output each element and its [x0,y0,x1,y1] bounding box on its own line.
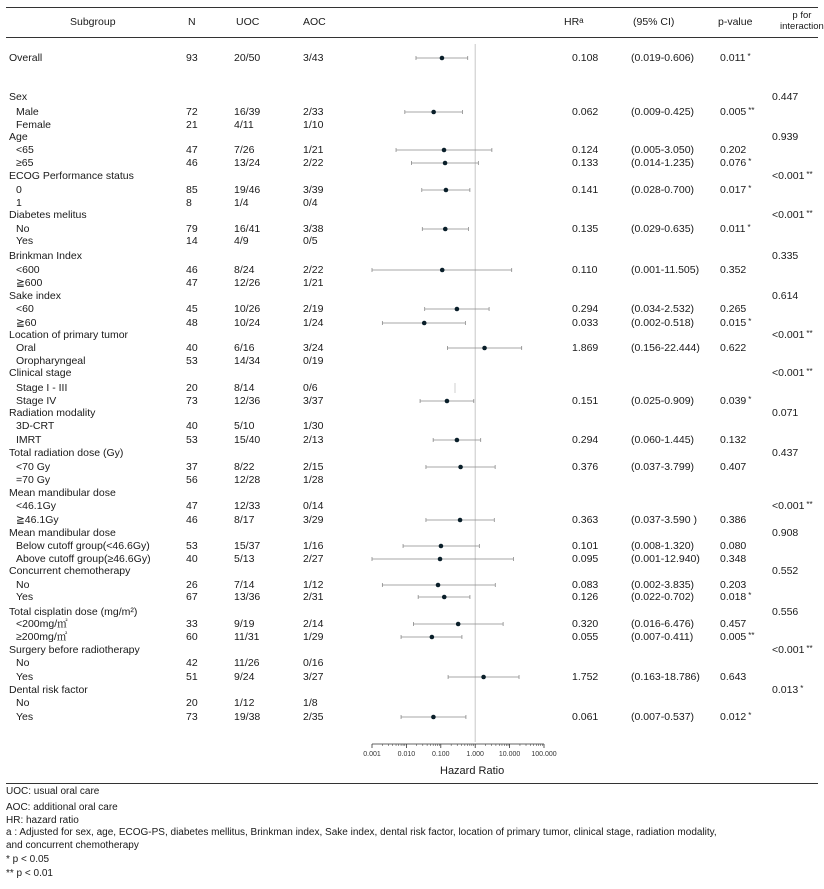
p-interaction-number: 0.552 [772,565,799,577]
aoc-value: 2/33 [303,106,324,118]
group-label: Total cisplatin dose (mg/m²) [9,606,138,618]
aoc-value: 3/38 [303,223,324,235]
n-value: 51 [186,671,198,683]
n-value: 45 [186,303,198,315]
n-value: 72 [186,106,198,118]
hr-point [458,518,463,523]
subgroup-label: <600 [16,264,40,276]
footnote-line: HR: hazard ratio [6,815,79,826]
aoc-value: 1/30 [303,420,324,432]
n-value: 47 [186,500,198,512]
p-value-number: 0.386 [720,514,747,526]
significance-mark: * [748,711,752,720]
ci-value: (0.022-0.702) [631,591,695,603]
uoc-value: 19/38 [234,711,261,723]
aoc-value: 2/13 [303,434,324,446]
header-uoc: UOC [236,16,260,28]
uoc-value: 8/17 [234,514,255,526]
group-label: Concurrent chemotherapy [9,565,131,577]
hr-value: 0.126 [572,591,599,603]
ci-value: (0.019-0.606) [631,52,695,64]
hr-point [445,399,450,404]
subgroup-label: <46.1Gy [16,500,56,512]
aoc-value: 0/19 [303,355,324,367]
hr-value: 0.061 [572,711,599,723]
n-value: 20 [186,697,198,709]
uoc-value: 1/4 [234,197,249,209]
subgroup-label: ≥200mg/㎡ [16,631,68,643]
aoc-value: 3/37 [303,395,324,407]
hr-point [438,557,443,562]
p-value-number: 0.203 [720,579,747,591]
ci-value: (0.163-18.786) [631,671,700,683]
uoc-value: 8/24 [234,264,255,276]
p-value-number: 0.352 [720,264,747,276]
group-label: Mean mandibular dose [9,527,116,539]
hr-value: 0.294 [572,303,599,315]
uoc-value: 10/24 [234,317,261,329]
p-value-number: 0.011 [720,223,746,235]
hr-value: 0.110 [572,264,598,276]
aoc-value: 2/31 [303,591,324,603]
significance-mark: * [747,223,751,232]
group-label: ECOG Performance status [9,170,134,182]
aoc-value: 1/21 [303,144,324,156]
significance-mark: * [748,184,752,193]
aoc-value: 0/5 [303,235,318,247]
uoc-value: 11/26 [234,657,260,669]
group-label: Mean mandibular dose [9,487,116,499]
uoc-value: 15/37 [234,540,261,552]
footnote-line: and concurrent chemotherapy [6,840,139,851]
uoc-value: 7/26 [234,144,255,156]
hr-point [455,438,460,443]
uoc-value: 15/40 [234,434,261,446]
group-label: Surgery before radiotherapy [9,644,140,656]
aoc-value: 3/43 [303,52,324,64]
group-label: Overall [9,52,43,64]
subgroup-label: Yes [16,591,34,603]
subgroup-label: ≥65 [16,157,34,169]
hr-point [481,675,486,680]
hr-point [443,227,448,232]
subgroup-label: <70 Gy [16,461,51,473]
ci-value: (0.002-3.835) [631,579,695,591]
p-value-number: 0.457 [720,618,747,630]
group-label: Brinkman Index [9,250,82,262]
subgroup-label: Male [16,106,39,118]
uoc-value: 10/26 [234,303,261,315]
subgroup-label: No [16,657,30,669]
ci-value: (0.156-22.444) [631,342,700,354]
group-label: Sex [9,91,28,103]
uoc-value: 13/24 [234,157,261,169]
n-value: 73 [186,711,198,723]
p-interaction-number: <0.001 [772,209,805,221]
n-value: 42 [186,657,198,669]
ci-value: (0.008-1.320) [631,540,695,552]
header-hr-label: HR [564,16,580,28]
hr-point [431,110,436,115]
ci-value: (0.002-0.518) [631,317,695,329]
x-tick-label: 10.000 [498,751,521,758]
uoc-value: 19/46 [234,184,261,196]
subgroup-label: <200mg/㎡ [16,618,68,630]
p-interaction-number: <0.001 [772,500,805,512]
aoc-value: 1/8 [303,697,318,709]
subgroup-label: ≧46.1Gy [16,514,59,526]
n-value: 21 [186,119,198,131]
aoc-value: 1/29 [303,631,324,643]
significance-mark: ** [806,209,813,218]
ci-value: (0.001-12.940) [631,553,700,565]
x-tick-label: 100.000 [531,751,557,758]
uoc-value: 20/50 [234,52,261,64]
significance-mark: * [748,395,752,404]
n-value: 85 [186,184,198,196]
significance-mark: ** [806,329,813,338]
ci-value: (0.014-1.235) [631,157,695,169]
subgroup-label: Yes [16,235,34,247]
significance-mark: * [800,684,804,693]
uoc-value: 12/36 [234,395,261,407]
p-interaction-number: 0.939 [772,131,799,143]
ci-value: (0.007-0.411) [631,631,694,643]
hr-value: 0.062 [572,106,599,118]
significance-mark: ** [806,644,813,653]
n-value: 93 [186,52,198,64]
header-aoc: AOC [303,16,326,28]
subgroup-label: ≧600 [16,277,43,289]
aoc-value: 3/27 [303,671,324,683]
subgroup-label: Oropharyngeal [16,355,86,367]
uoc-value: 6/16 [234,342,255,354]
ci-value: (0.037-3.799) [631,461,695,473]
aoc-value: 2/19 [303,303,324,315]
n-value: 53 [186,355,198,367]
group-label: Dental risk factor [9,684,88,696]
n-value: 33 [186,618,198,630]
p-value-number: 0.348 [720,553,747,565]
aoc-value: 0/6 [303,382,318,394]
subgroup-label: <60 [16,303,34,315]
aoc-value: 0/16 [303,657,324,669]
p-interaction-number: 0.335 [772,250,799,262]
subgroup-label: Above cutoff group(≥46.6Gy) [16,553,151,565]
group-label: Clinical stage [9,367,72,379]
p-value-number: 0.011 [720,52,746,64]
aoc-value: 1/28 [303,474,324,486]
subgroup-label: 0 [16,184,22,196]
aoc-value: 1/10 [303,119,324,131]
footnote-line: * p < 0.05 [6,854,50,865]
uoc-value: 1/12 [234,697,255,709]
group-label: Total radiation dose (Gy) [9,447,124,459]
p-interaction-number: 0.908 [772,527,799,539]
uoc-value: 9/24 [234,671,255,683]
uoc-value: 5/10 [234,420,255,432]
p-interaction-number: <0.001 [772,329,805,341]
p-interaction-number: <0.001 [772,644,805,656]
ci-value: (0.028-0.700) [631,184,695,196]
x-tick-label: 1.000 [466,751,484,758]
hr-value: 0.055 [572,631,599,643]
uoc-value: 5/13 [234,553,255,565]
hr-point [431,715,436,720]
p-interaction-number: 0.437 [772,447,799,459]
hr-value: 0.133 [572,157,599,169]
p-value-number: 0.407 [720,461,747,473]
significance-mark: ** [748,106,755,115]
footnote-line: AOC: additional oral care [6,802,118,813]
footnote-line: UOC: usual oral care [6,786,100,797]
hr-value: 0.033 [572,317,599,329]
uoc-value: 8/22 [234,461,255,473]
subgroup-label: <65 [16,144,34,156]
n-value: 46 [186,157,198,169]
subgroup-label: =70 Gy [16,474,51,486]
header-p-interaction-line1: p for [792,10,812,21]
hr-value: 0.101 [572,540,599,552]
footnote-line: a : Adjusted for sex, age, ECOG-PS, diabetes mellitus, Brinkman index, Sake index, dental risk factor, location of primary tumor, clinical stage, radiation modality, [6,827,717,838]
subgroup-label: Female [16,119,52,131]
uoc-value: 4/11 [234,119,254,131]
n-value: 20 [186,382,198,394]
ci-value: (0.005-3.050) [631,144,695,156]
n-value: 40 [186,553,198,565]
n-value: 40 [186,342,198,354]
ci-value: (0.016-6.476) [631,618,695,630]
hr-value: 0.124 [572,144,599,156]
p-value-number: 0.132 [720,434,747,446]
hr-point [430,635,435,640]
hr-value: 0.135 [572,223,599,235]
subgroup-label: Stage I - III [16,382,68,394]
n-value: 37 [186,461,198,473]
aoc-value: 1/21 [303,277,324,289]
significance-mark: ** [806,500,813,509]
ci-value: (0.060-1.445) [631,434,695,446]
header-p-interaction-line2: interaction [780,20,824,32]
p-interaction-number: 0.013 [772,684,799,696]
bottom-rule [6,783,818,784]
aoc-value: 3/29 [303,514,324,526]
hr-point [444,188,449,193]
x-tick-label: 0.100 [432,751,450,758]
significance-mark: * [747,52,751,61]
n-value: 46 [186,514,198,526]
significance-mark: ** [806,367,813,376]
aoc-value: 2/14 [303,618,324,630]
header-ci: (95% CI) [633,16,675,28]
n-value: 40 [186,420,198,432]
aoc-value: 2/22 [303,264,324,276]
subgroup-label: 1 [16,197,22,209]
subgroup-label: Below cutoff group(<46.6Gy) [16,540,150,552]
significance-mark: * [748,317,752,326]
n-value: 53 [186,540,198,552]
p-interaction-number: 0.447 [772,91,799,103]
aoc-value: 3/39 [303,184,324,196]
uoc-value: 14/34 [234,355,261,367]
p-value-number: 0.018 [720,591,747,603]
n-value: 60 [186,631,198,643]
group-label: Location of primary tumor [9,329,129,341]
p-interaction-number: <0.001 [772,367,805,379]
group-label: Diabetes melitus [9,209,87,221]
hr-value: 0.363 [572,514,599,526]
hr-point [442,148,447,153]
p-value-number: 0.005 [720,106,747,118]
aoc-value: 0/4 [303,197,318,209]
uoc-value: 12/26 [234,277,261,289]
x-tick-label: 0.001 [363,751,381,758]
p-interaction-number: 0.556 [772,606,799,618]
aoc-value: 0/14 [303,500,324,512]
aoc-value: 1/12 [303,579,324,591]
n-value: 67 [186,591,198,603]
uoc-value: 12/28 [234,474,261,486]
p-interaction-number: <0.001 [772,170,805,182]
header-pvalue: p-value [718,16,753,28]
n-value: 73 [186,395,198,407]
n-value: 56 [186,474,198,486]
significance-mark: ** [748,631,755,640]
hr-value: 1.869 [572,342,599,354]
ci-value: (0.034-2.532) [631,303,695,315]
hr-point [482,346,487,351]
p-value-number: 0.643 [720,671,747,683]
uoc-value: 4/9 [234,235,249,247]
group-label: Sake index [9,290,61,302]
uoc-value: 8/14 [234,382,255,394]
p-interaction-number: 0.614 [772,290,799,302]
aoc-value: 2/35 [303,711,324,723]
footnote-line: ** p < 0.01 [6,868,53,879]
uoc-value: 9/19 [234,618,255,630]
ci-value: (0.037-3.590 ) [631,514,697,526]
subgroup-label: Oral [16,342,36,354]
subgroup-label: No [16,697,30,709]
uoc-value: 11/31 [234,631,260,643]
ci-value: (0.029-0.635) [631,223,695,235]
p-value-number: 0.012 [720,711,747,723]
hr-point [443,161,448,166]
aoc-value: 2/27 [303,553,324,565]
hr-value: 0.376 [572,461,599,473]
hr-point [440,268,445,273]
aoc-value: 1/16 [303,540,324,552]
p-value-number: 0.202 [720,144,747,156]
group-label: Radiation modality [9,407,96,419]
significance-mark: * [748,157,752,166]
significance-mark: * [748,591,752,600]
hr-value: 0.320 [572,618,599,630]
hr-value: 0.095 [572,553,599,565]
p-value-number: 0.017 [720,184,747,196]
hr-point [458,465,463,470]
uoc-value: 7/14 [234,579,255,591]
hr-point [436,583,441,588]
p-value-number: 0.005 [720,631,747,643]
p-value-number: 0.265 [720,303,747,315]
subgroup-label: Yes [16,711,34,723]
subgroup-label: No [16,579,30,591]
x-axis-title: Hazard Ratio [440,765,505,777]
subgroup-label: No [16,223,30,235]
header-subgroup: Subgroup [70,16,116,28]
n-value: 79 [186,223,198,235]
hr-point [440,56,445,61]
n-value: 47 [186,144,198,156]
group-label: Age [9,131,28,143]
hr-value: 0.294 [572,434,599,446]
x-tick-label: 0.010 [397,751,416,758]
n-value: 46 [186,264,198,276]
subgroup-label: 3D-CRT [16,420,55,432]
uoc-value: 16/41 [234,223,261,235]
subgroup-label: ≧60 [16,317,37,329]
subgroup-label: Stage IV [16,395,57,407]
hr-point [442,595,447,600]
p-value-number: 0.622 [720,342,747,354]
ci-value: (0.001-11.505) [631,264,700,276]
p-value-number: 0.015 [720,317,747,329]
ci-value: (0.009-0.425) [631,106,695,118]
hr-point [456,622,461,627]
hr-point [455,307,460,312]
hr-value: 0.083 [572,579,599,591]
header-n: N [188,16,196,28]
p-interaction-number: 0.071 [772,407,799,419]
aoc-value: 2/22 [303,157,324,169]
uoc-value: 16/39 [234,106,261,118]
aoc-value: 1/24 [303,317,324,329]
n-value: 48 [186,317,198,329]
header-hr-superscript: a [579,16,584,25]
hr-point [439,544,444,549]
p-value-number: 0.080 [720,540,747,552]
ci-value: (0.025-0.909) [631,395,695,407]
p-value-number: 0.039 [720,395,747,407]
uoc-value: 13/36 [234,591,261,603]
significance-mark: ** [806,170,813,179]
n-value: 8 [186,197,192,209]
uoc-value: 12/33 [234,500,261,512]
p-value-number: 0.076 [720,157,747,169]
hr-point [422,321,427,326]
n-value: 14 [186,235,198,247]
hr-value: 1.752 [572,671,599,683]
aoc-value: 2/15 [303,461,324,473]
hr-value: 0.108 [572,52,599,64]
subgroup-label: Yes [16,671,34,683]
subgroup-label: IMRT [16,434,42,446]
ci-value: (0.007-0.537) [631,711,695,723]
hr-value: 0.151 [572,395,599,407]
aoc-value: 3/24 [303,342,324,354]
n-value: 53 [186,434,198,446]
n-value: 47 [186,277,198,289]
n-value: 26 [186,579,198,591]
hr-value: 0.141 [572,184,599,196]
